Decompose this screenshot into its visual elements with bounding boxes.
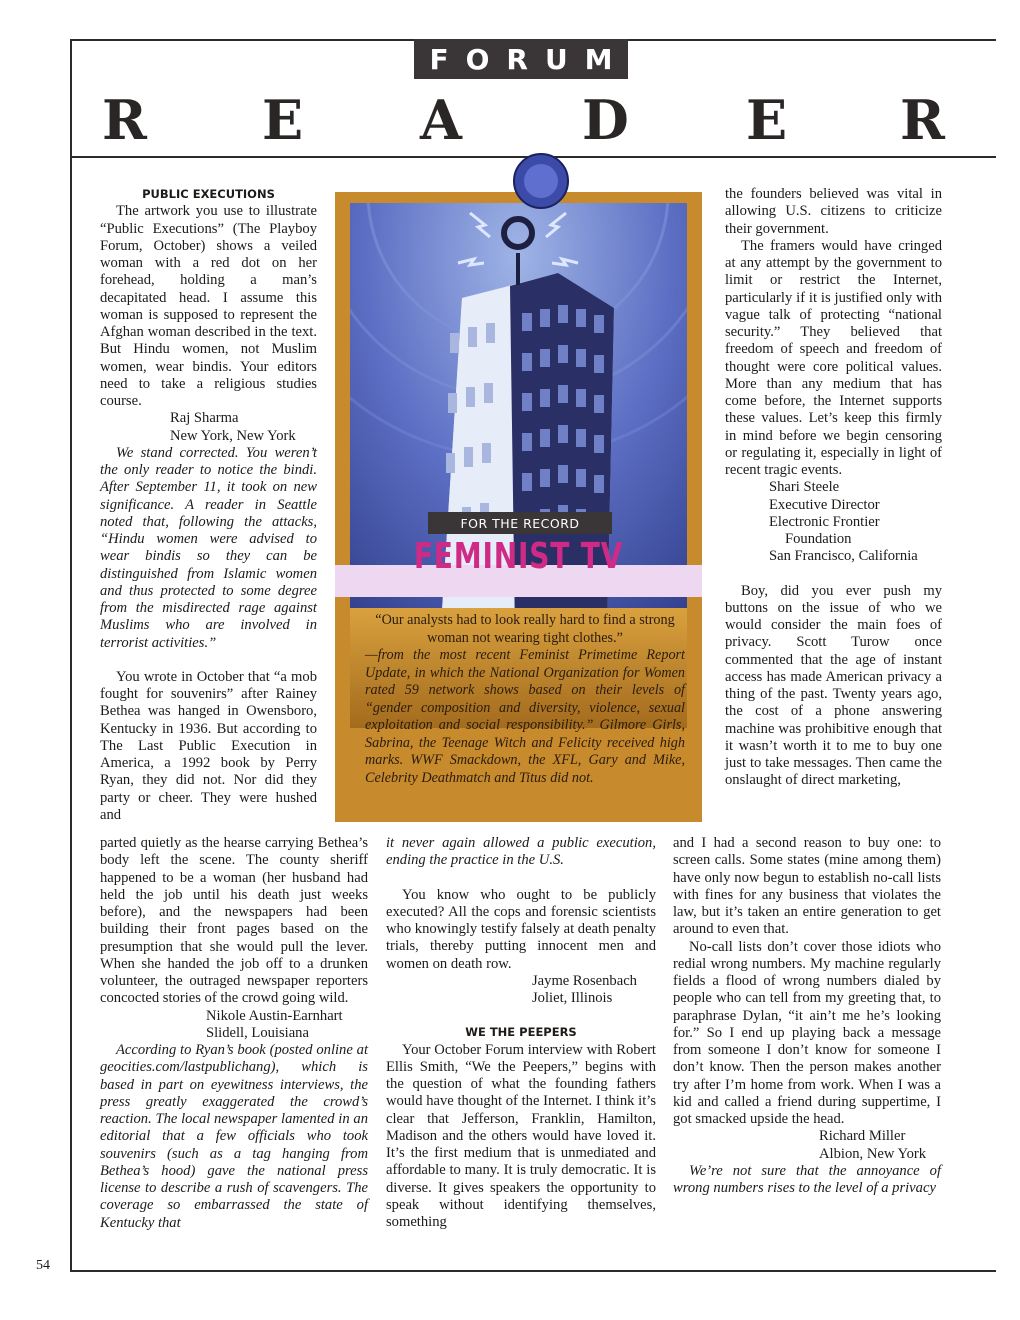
signature-place: Joliet, Illinois [532,990,613,1006]
forum-label: FORUM [429,42,630,76]
letter-miller-cont: and I had a second reason to buy one: to screen calls. Some states (mine among them) have only now begun to establish no-call lists with fines for any business that violates the law, but it’s taken an entire generation to get around to even that. [673,835,941,938]
column-2 [386,835,656,1231]
forum-banner [414,39,628,79]
heading-public-executions: PUBLIC EXECUTIONS [142,187,275,201]
feminist-tv-title: FEMINIST TV [413,536,624,577]
reader-letter-e1: E [262,88,304,152]
sidebar-source: —from the most recent Feminist Primetime Report Update, in which the National Organization for Women rated 59 network shows based on their levels of “gender composition and diversity, violence, sexual exploitation and social responsibility.” Gilmore Girls, Sabrina, the Teenage Witch and Felicity received high marks. WWF Smackdown, the XFL, Gary and Mike, Celebrity Deathmatch and Titus did not. [365,647,685,786]
editor-reply-cont: it never again allowed a public execution, ending the practice in the U.S. [386,835,656,869]
bottom-rule [70,1270,996,1272]
for-the-record-sidebar [335,192,702,822]
reader-letter-d: D [582,88,629,152]
letter-miller-cont-2: No-call lists don’t cover those idiots who redial wrong numbers. My machine regularly fields a flood of wrong numbers dialed by people who can tell from my greeting that, to paraphrase Dylan, “it ain’t me he’s looking for.” So I end up playing back a message from someone I don’t know for someone I don’t know. Then the person makes another try after I’m home from work. When I was a kid and called a friend during suppertime, I got smacked upside the head. [673,938,941,1127]
editor-reply: According to Ryan’s book (posted online at geocities.com/lastpublichang), which is based in part on eyewitness interviews, the press greatly exaggerated the crowd’s reaction. The local newspaper lamented in an editorial that a few officials who took souvenirs (such as a tag hanging from Bethea’s hood) gave the national press license to describe a rush of scavengers. The coverage so embarrassed the state of Kentucky that [100,1042,368,1231]
letter-rosenbach: You know who ought to be publicly executed? All the cops and forensic scientists who knowingly testify falsely at death penalty trials, thereby putting innocent men and women on death row. [386,886,656,972]
reader-letter-a: A [420,88,462,152]
letter-sharma: The artwork you use to illustrate “Public Executions” (The Playboy Forum, October) shows a veiled woman with a red dot on her forehead, holding a man’s decapitated head. I assume this woman is supposed to represent the Afghan woman described in the text. But Hindu women, not Muslim women, wear bindis. Your editors need to take a religious studies course. [100,203,317,409]
reader-letter-r2: R [900,88,945,152]
letter-austin-earnhart-cont: parted quietly as the hearse carrying Bethea’s body left the scene. The county sheriff happened to be a woman (her husband had held the job until his death just weeks before), and the newspapers had been building their front pages based on the presumption that she would pull the lever. When she handed the job off to a drunken volunteer, the outraged newspaper reporters concocted stories of the crowd going wild. [100,835,368,1007]
signature-name: Jayme Rosenbach [532,972,637,989]
signature-place: Albion, New York [819,1145,927,1162]
reader-letter-r1: R [102,88,147,152]
letter-steele-cont: the founders believed was vital in allowing U.S. citizens to criticize their government. [725,186,942,237]
letter-steele-cont-2: The framers would have cringed at any attempt by the government to limit or restrict the Internet, particularly if it is justified only with vague talk of protecting “national security.” They believed that freedom of speech and freedom of thought were core political values. More than any medium that has come before, the Internet supports these values. Let’s keep this firmly in mind before we begin censoring or regulating it, especially in light of recent tragic events. [725,237,942,478]
signature-name: Raj Sharma [170,410,239,427]
reader-letter-e2: E [746,88,788,152]
editor-reply: We stand corrected. You weren’t the only reader to notice the bindi. After September 11, it took on new significance. A reader in Seattle noted that, following the attacks, “Hindu women were advised to wear bindis so they can be distinguished from Islamic women and thus protected to some degree from the misdirected rage against Muslims who are involved in terrorist activities.” [100,444,317,651]
editor-reply: We’re not sure that the annoyance of wrong numbers rises to the level of a privacy [673,1162,941,1196]
left-rule [70,39,72,1272]
signature-line: Shari Steele [769,479,840,496]
forum-logo-icon [512,152,570,210]
signature-place: Slidell, Louisiana [206,1024,309,1041]
signature-line: San Francisco, California [769,548,918,565]
column-1 [100,186,317,824]
signature-place: New York, New York [170,427,296,444]
sidebar-quote: “Our analysts had to look really hard to find a strong woman not wearing tight clothes.” [375,612,675,646]
signature-name: Richard Miller [819,1128,906,1145]
page-number: 54 [36,1258,50,1273]
signature-line: Foundation [785,531,852,547]
signature-name: Nikole Austin-Earnhart [206,1007,343,1024]
letter-steele: Your October Forum interview with Robert Ellis Smith, “We the Peepers,” begins with the question of what the founding fathers would have thought of the Internet. I think it’s clear that Jefferson, Franklin, Hamilton, Madison and the others would have loved it. It’s the first medium that is unmediated and affordable to many. It is truly democratic. It is diverse. It gives speakers the opportunity to speak without identifying themselves, something [386,1041,656,1230]
for-the-record-label: FOR THE RECORD [428,512,612,534]
letter-austin-earnhart: You wrote in October that “a mob fought for souvenirs” after Rainey Bethea was hanged in Owensboro, Kentucky in 1936. But according to The Last Public Execution in America, a 1992 book by Perry Ryan, they did not. Nor did they party or cheer. They were hushed and [100,668,317,823]
signature-line: Electronic Frontier [769,513,880,530]
column-1-continued [100,835,368,1232]
column-3-continued [673,835,941,1197]
signature-line: Executive Director [769,496,880,513]
letter-miller: Boy, did you ever push my buttons on the issue of who we would consider the main foes of privacy. Scott Turow once commented that the age of instant access has made American privacy a thing of the past. Twenty years ago, the cost of a phone answering machine was prohibitive enough that it wasn’t worth it to me to buy one just to take messages. Then came the onslaught of direct marketing, [725,582,942,789]
sidebar-quote-block [365,612,685,787]
heading-we-the-peepers: WE THE PEEPERS [465,1025,577,1040]
column-3 [725,186,942,790]
